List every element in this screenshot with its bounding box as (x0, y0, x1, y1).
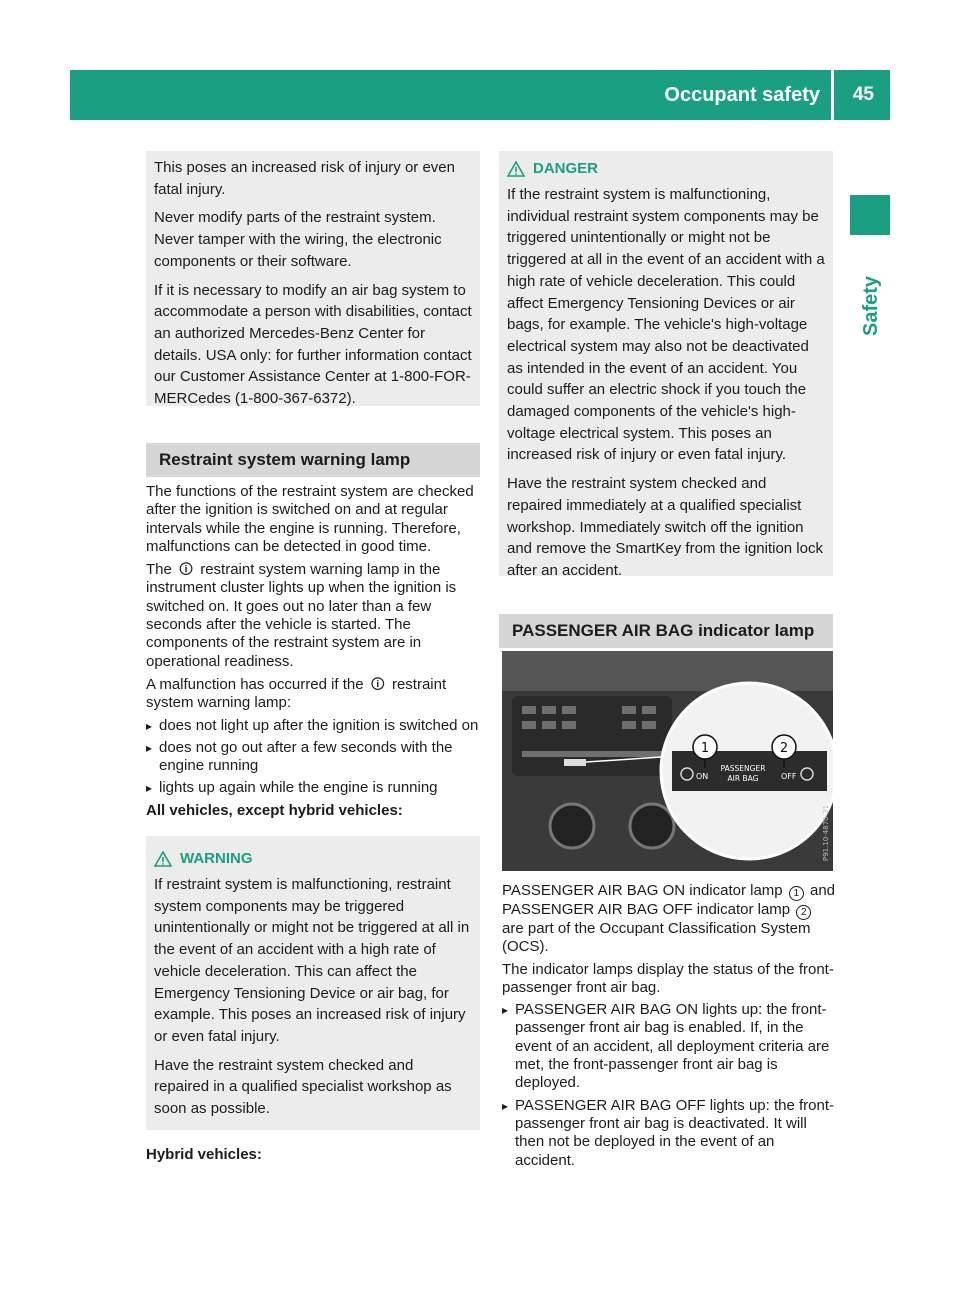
warning-triangle-icon (154, 851, 172, 867)
side-tab (850, 195, 890, 235)
inline-text: PASSENGER AIR BAG ON indicator lamp (502, 882, 783, 899)
list-item: ▸ does not go out after a few seconds with the engine running (146, 739, 480, 776)
paragraph (146, 675, 480, 713)
marker-2: 2 (796, 905, 811, 920)
section-title-passenger-airbag: PASSENGER AIR BAG indicator lamp (499, 614, 833, 648)
box-paragraph: If it is necessary to modify an air bag system to accommodate a person with disabilities, contact an authorized Mercedes-Benz Center for details. USA only: for further information contact our Customer Assistance Center at 1-800-FOR-MERCedes (1-800-367-6372). (154, 281, 472, 408)
danger-label: DANGER (533, 160, 599, 177)
inline-text: restraint system warning lamp in the instrument cluster lights up when the ignition is switched on. It goes out no later than a few seconds after the vehicle is started. The components of the restraint system are in operational readiness. (146, 561, 457, 670)
side-tab-label: Safety (860, 275, 882, 337)
danger-heading (507, 158, 825, 180)
list-item: ▸ PASSENGER AIR BAG ON lights up: the front-passenger front air bag is enabled. If, in the event of an accident, all deployment criteria are met, the front-passenger front air bag is deployed. (502, 1001, 836, 1092)
warning-heading (154, 848, 472, 870)
page-number: 45 (852, 84, 874, 105)
warning-triangle-icon (507, 161, 525, 177)
continued-warning-box (146, 151, 480, 406)
inline-text: The (146, 561, 172, 579)
inline-text: and PASSENGER AIR BAG OFF indicator lamp (502, 882, 836, 918)
subheading: All vehicles, except hybrid vehicles: (146, 801, 403, 819)
bullet-list (502, 1001, 836, 1170)
inline-text: are part of the Occupant Classification System (OCS). (502, 920, 811, 956)
warning-paragraph: If restraint system is malfunctioning, restraint system components may be triggered unintentionally or might not be triggered at all in the event of an accident with a high rate of vehicle deceleration. This can affect the Emergency Tensioning Device or air bag, for example. This poses an increased risk of injury or even fatal injury. (154, 876, 470, 1045)
photo-marker-1: 1 (700, 741, 710, 756)
list-item: ▸ does not light up after the ignition is switched on (146, 717, 480, 735)
dashboard-photo (502, 651, 833, 871)
marker-1: 1 (789, 886, 804, 901)
list-item: ▸ lights up again while the engine is running (146, 779, 480, 797)
subheading: Hybrid vehicles: (146, 1145, 262, 1163)
photo-on-label: ON (696, 772, 709, 781)
danger-paragraph: Have the restraint system checked and repaired immediately at a qualified specialist workshop. Immediately switch off the ignition and remove the SmartKey from the ignition lock after an accident. (507, 475, 823, 579)
inline-text: restraint system warning lamp: (146, 675, 447, 712)
right-column (499, 151, 833, 648)
paragraph (502, 882, 836, 957)
danger-paragraph: If the restraint system is malfunctioning, individual restraint system components may be triggered unintentionally or might not be triggered at all in the event of an accident with a high rate of vehicle deceleration. This could affect Emergency Tensioning Devices or air bags, for example. The vehicle's high-voltage electrical system may also not be deactivated as intended in the event of an accident. You could suffer an electric shock if you touch the damaged components of the vehicle's high-voltage electrical system. This poses an increased risk of injury or even fatal injury. (507, 186, 825, 464)
paragraph (146, 560, 480, 671)
warning-label: WARNING (180, 850, 253, 868)
box-paragraph: This poses an increased risk of injury or even fatal injury. (154, 159, 455, 198)
photo-code: P91.10-4870-31 (822, 804, 830, 861)
section-title-restraint-lamp: Restraint system warning lamp (146, 443, 480, 477)
inline-text: A malfunction has occurred if the (146, 675, 364, 693)
photo-passenger-label: PASSENGER (720, 764, 766, 773)
passenger-airbag-body (502, 882, 836, 1174)
header-bar (70, 70, 890, 120)
list-item: ▸ PASSENGER AIR BAG OFF lights up: the front-passenger front air bag is deactivated. It will then not be deployed in the event of an accident. (502, 1097, 836, 1170)
restraint-lamp-icon: 🛈 (370, 675, 385, 692)
left-column (146, 151, 480, 1164)
warning-paragraph: Have the restraint system checked and repaired in a qualified specialist workshop as soon as possible. (154, 1056, 452, 1118)
page-title: Occupant safety (664, 84, 820, 106)
photo-marker-2: 2 (779, 741, 789, 756)
paragraph: The functions of the restraint system are checked after the ignition is switched on and at regular intervals while the engine is running. Therefore, malfunctions can be detected in good time. (146, 483, 474, 555)
restraint-lamp-icon: 🛈 (178, 561, 194, 578)
paragraph: The indicator lamps display the status of the front-passenger front air bag. (502, 960, 834, 996)
photo-off-label: OFF (781, 772, 797, 781)
photo-airbag-label: AIR BAG (727, 774, 759, 783)
warning-box (146, 836, 480, 1130)
restraint-section-body (146, 483, 480, 820)
bullet-list (146, 717, 480, 798)
box-paragraph: Never modify parts of the restraint system. Never tamper with the wiring, the electronic components or their software. (154, 209, 442, 270)
header-divider (831, 70, 834, 120)
danger-box (499, 151, 833, 579)
